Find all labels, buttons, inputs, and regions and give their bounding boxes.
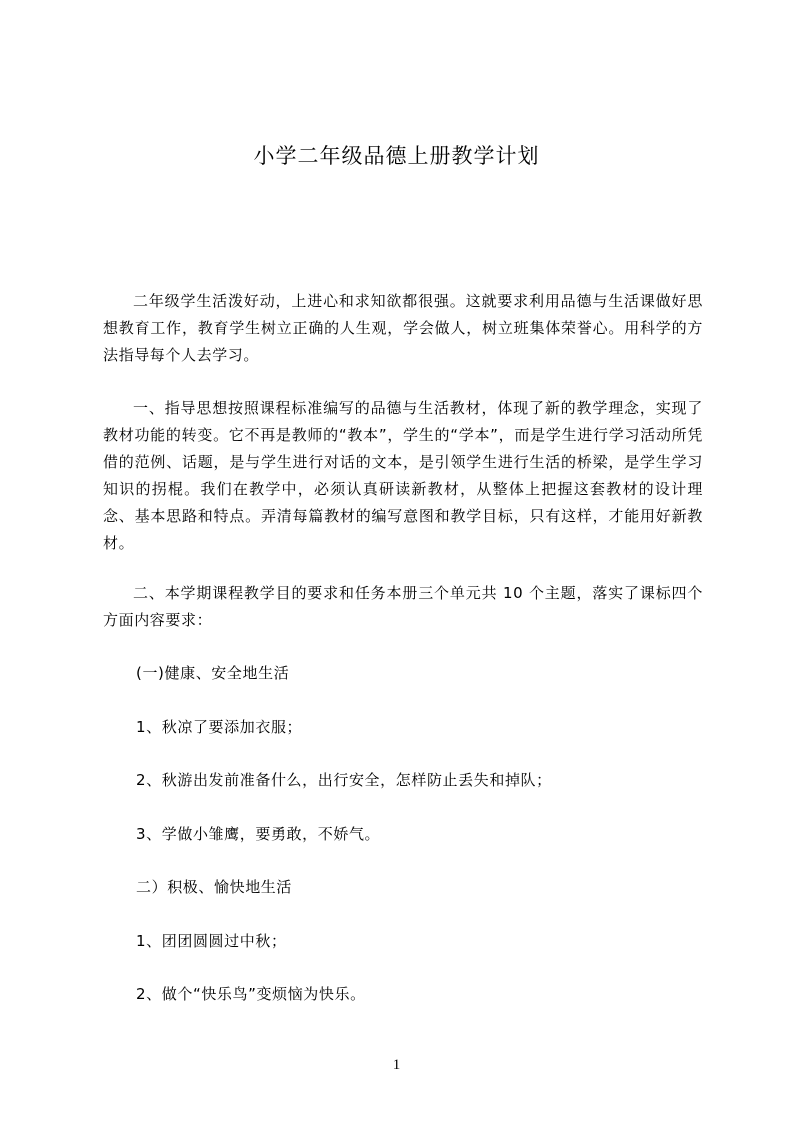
paragraph-text: 一、指导思想按照课程标准编写的品德与生活教材，体现了新的教学理念，实现了教材功能的转变。它不再是教师的“教本”，学生的“学本”，而是学生进行学习活动所凭借的范例、话题，是与学生进行对话的文本，是引领学生进行生活的桥梁，是学生学习知识的拐棍。我们在教学中，必须认真研读新教材，从整体上把握这套教材的设计理念、基本思路和特点。弄清每篇教材的编写意图和教学目标，只有这样，才能用好新教材。 bbox=[103, 399, 703, 552]
page-number: 1 bbox=[392, 1057, 401, 1073]
body-paragraph-guiding-ideology bbox=[103, 395, 703, 557]
paragraph-text: 二、本学期课程教学目的要求和任务本册三个单元共 10 个主题，落实了课标四个方面内容要求： bbox=[103, 584, 703, 629]
section-heading-health-safety: (一)健康、安全地生活 bbox=[136, 664, 290, 682]
document-title: 小学二年级品德上册教学计划 bbox=[253, 144, 540, 168]
section-heading-positive-life: 二）积极、愉快地生活 bbox=[136, 878, 293, 896]
list-item: 2、秋游出发前准备什么，出行安全，怎样防止丢失和掉队； bbox=[136, 771, 552, 789]
body-paragraph-intro bbox=[103, 288, 703, 369]
paragraph-text: 二年级学生活泼好动，上进心和求知欲都很强。这就要求利用品德与生活课做好思想教育工作，教育学生树立正确的人生观，学会做人，树立班集体荣誉心。用科学的方法指导每个人去学习。 bbox=[103, 292, 703, 364]
list-item: 2、做个“快乐鸟”变烦恼为快乐。 bbox=[136, 985, 366, 1003]
list-item: 1、团团圆圆过中秋； bbox=[136, 932, 287, 950]
body-paragraph-objectives bbox=[103, 580, 703, 634]
list-item: 1、秋凉了要添加衣服； bbox=[136, 718, 303, 736]
list-item: 3、学做小雏鹰，要勇敢，不娇气。 bbox=[136, 825, 381, 843]
